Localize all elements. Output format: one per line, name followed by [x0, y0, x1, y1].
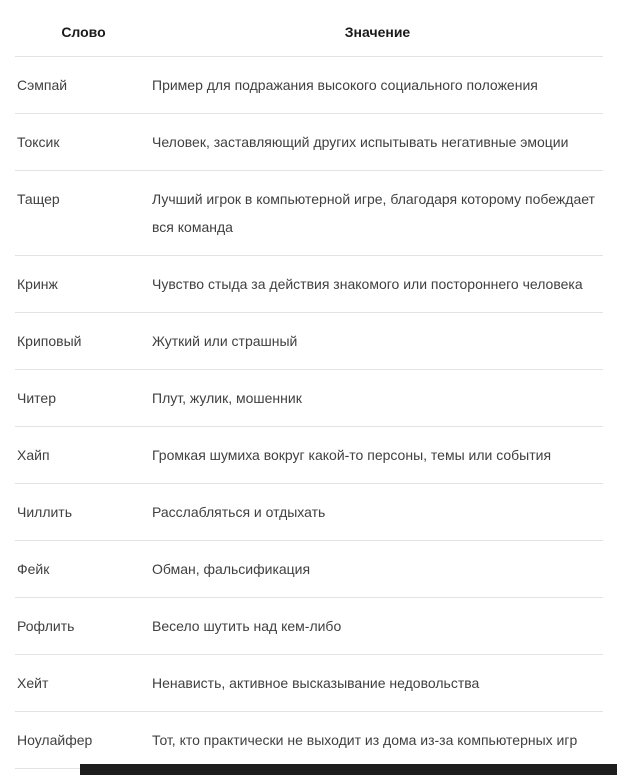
word-cell: Читер: [15, 370, 152, 427]
table-row: [15, 256, 603, 313]
table-row: [15, 171, 603, 256]
meaning-column-header: Значение: [152, 10, 603, 57]
table-row: [15, 655, 603, 712]
header-row: [15, 10, 603, 57]
meaning-cell: Плут, жулик, мошенник: [152, 370, 603, 427]
word-cell: Криповый: [15, 313, 152, 370]
meaning-cell: Чувство стыда за действия знакомого или постороннего человека: [152, 256, 603, 313]
word-cell: Хейт: [15, 655, 152, 712]
table-row: [15, 712, 603, 769]
table-row: [15, 370, 603, 427]
word-cell: Фейк: [15, 541, 152, 598]
glossary-table: [15, 10, 603, 769]
word-cell: Хайп: [15, 427, 152, 484]
table-row: [15, 427, 603, 484]
word-cell: Ноулайфер: [15, 712, 152, 769]
bottom-banner-edge: [80, 764, 617, 775]
word-column-header: Слово: [15, 10, 152, 57]
table-row: [15, 541, 603, 598]
table-row: [15, 598, 603, 655]
meaning-cell: Лучший игрок в компьютерной игре, благодаря которому побеждает вся команда: [152, 171, 603, 256]
table-row: [15, 313, 603, 370]
meaning-cell: Человек, заставляющий других испытывать негативные эмоции: [152, 114, 603, 171]
word-cell: Кринж: [15, 256, 152, 313]
meaning-cell: Ненависть, активное высказывание недовольства: [152, 655, 603, 712]
meaning-cell: Обман, фальсификация: [152, 541, 603, 598]
meaning-cell: Расслабляться и отдыхать: [152, 484, 603, 541]
meaning-cell: Весело шутить над кем-либо: [152, 598, 603, 655]
meaning-cell: Пример для подражания высокого социального положения: [152, 57, 603, 114]
word-cell: Сэмпай: [15, 57, 152, 114]
meaning-cell: Громкая шумиха вокруг какой-то персоны, темы или события: [152, 427, 603, 484]
table-row: [15, 484, 603, 541]
word-cell: Чиллить: [15, 484, 152, 541]
table-header: [15, 10, 603, 57]
table-row: [15, 114, 603, 171]
word-cell: Тащер: [15, 171, 152, 256]
meaning-cell: Жуткий или страшный: [152, 313, 603, 370]
meaning-cell: Тот, кто практически не выходит из дома из-за компьютерных игр: [152, 712, 603, 769]
word-cell: Токсик: [15, 114, 152, 171]
table-row: [15, 57, 603, 114]
table-body: [15, 57, 603, 769]
word-cell: Рофлить: [15, 598, 152, 655]
